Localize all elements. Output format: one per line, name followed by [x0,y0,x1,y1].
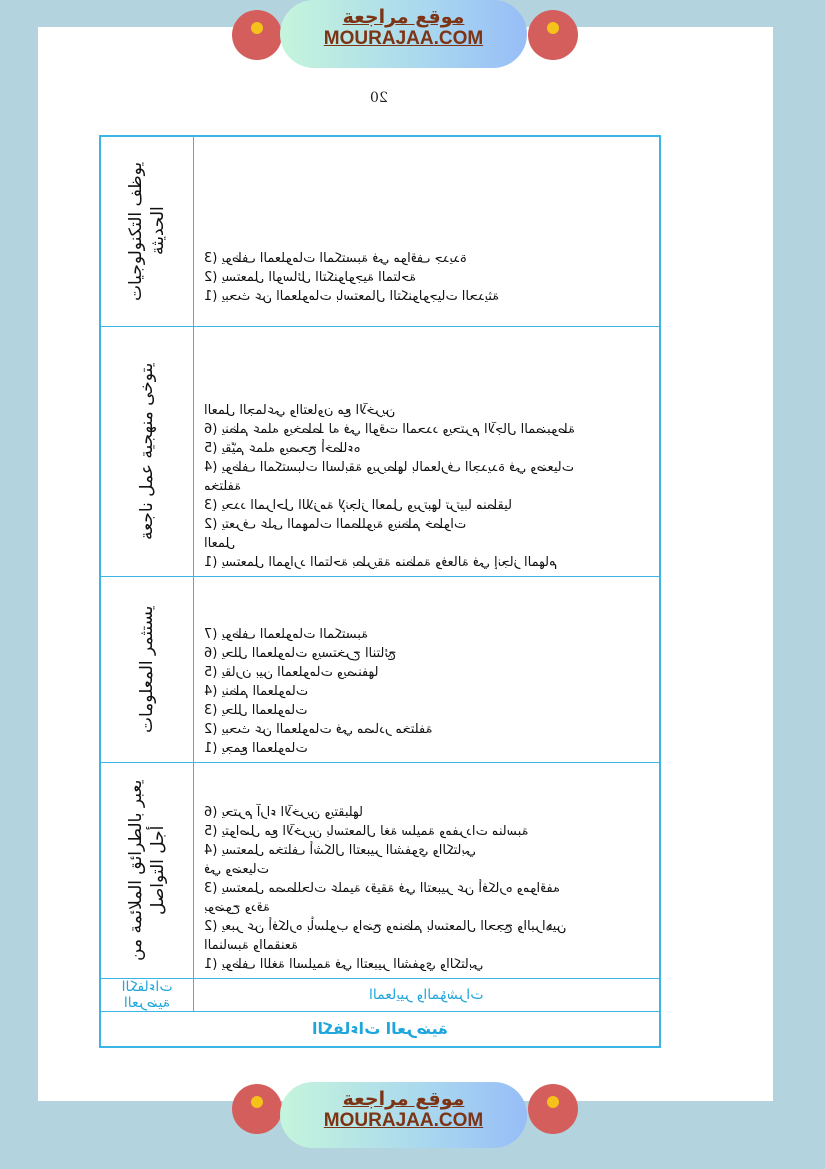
items-cell [194,326,661,576]
row-label-cell [100,136,194,326]
list-item: 1) يجمع المعلومات [204,740,308,756]
site-title-en[interactable]: MOURAJAA.COM [323,28,484,49]
table-row [100,978,660,1011]
list-item: 5) يقارن بين المعلومات ويصنفها [204,664,379,680]
row-label: يوظف التكنولوجيات الحديثة [126,161,168,301]
footer-center-cell [194,978,661,1011]
list-item: 1) يوظف اللغة السليمة في التعبير الشفوي والكتابي [204,956,484,972]
book-icon [251,22,263,34]
site-logo-left [232,1084,282,1134]
book-icon [547,22,559,34]
footer-banner [0,1082,825,1157]
site-logo-left [232,10,282,60]
list-item: مختلفة [204,478,242,494]
site-title-en[interactable]: MOURAJAA.COM [323,1110,484,1131]
book-icon [547,1096,559,1108]
items-cell [194,576,661,762]
row-label: يعبر بالطرائق الملائمة من أجل التواصل [126,779,168,961]
bottom-cell [100,1011,660,1047]
items-cell [194,762,661,978]
items-cell [194,136,661,326]
row-label: يستثمر المعلومات [137,605,157,733]
list-item: 6) يحلل المعلومات ويستخرج النتائج [204,645,397,661]
list-item: 4) يستعمل مختلف أشكال التعبير الشفوي والكتابي [204,842,476,858]
list-item: 3) يحلل المعلومات [204,702,308,718]
list-item: 3) يستعمل مصطلحات علمية دقيقة في التعبير عن أفكاره ومواقفه [204,880,560,896]
list-item: بوضوح ودقة [204,899,270,915]
list-item: المناسبة والمقنعة [204,937,298,953]
list-item: 6) يحترم آراء الآخرين ويتقبلها [204,804,363,820]
site-title-ar[interactable]: موقع مراجعة [342,1088,465,1110]
row-label-cell [100,576,194,762]
bottom-title: الكفاءات العرضية [312,1019,448,1038]
list-item: 6) ينظم عمله ويخطط له في الوقت المحدد ويحترم الآجال المضبوطة [204,421,575,437]
table-row [100,576,660,762]
list-item: 2) يعبر عن أفكاره بأسلوب واضح ومنظم باستعمال الحجج والبراهين [204,918,567,934]
list-item: العمل الجماعي والتعاون مع الآخرين [204,402,396,418]
site-link[interactable] [280,1082,527,1148]
list-item: 2) يبحث عن المعلومات في مصادر مختلفة [204,721,433,737]
site-logo-right [528,10,578,60]
table-row [100,762,660,978]
site-link[interactable] [280,0,527,68]
list-item: 5) يتواصل مع الآخرين باستعمال لغة سليمة ومفردات مناسبة [204,823,529,839]
site-title-ar[interactable]: موقع مراجعة [342,6,465,28]
competency-table [99,135,661,1048]
book-icon [251,1096,263,1108]
footer-left-cell [100,978,194,1011]
row-label-cell [100,326,194,576]
list-item: 2) يستعمل الوسائل التكنولوجية المتاحة [204,269,417,285]
row-label-cell [100,762,194,978]
list-item: 4) ينظم المعلومات [204,683,309,699]
footer-left-text: الكفاءات العرضية [121,978,173,1011]
header-banner [0,0,825,75]
list-item: العمل [204,535,236,551]
list-item: 1) يستعمل الموارد المتاحة بطريقة منظمة وفعالة في إنجاز المهام [204,554,558,570]
list-item: 5) يقيّم عمله ويصحح أخطاءه [204,440,361,456]
list-item: 2) يتعرف على المهمات المطلوبة وينظم خطوات [204,516,467,532]
list-item: 3) يوظف المعلومات المكتسبة في مواقف جديدة [204,250,467,266]
list-item: 7) يوظف المعلومات المكتسبة [204,626,369,642]
row-label: يتوخى منهجية عمل ناجعة [137,362,157,540]
site-logo-right [528,1084,578,1134]
list-item: 4) يوظف المكتسبات السابقة ويربطها بالمعارف الجديدة في وضعيات [204,459,574,475]
table-row [100,136,660,326]
list-item: 1) يبحث عن المعلومات باستعمال التكنولوجيات الحديثة [204,288,500,304]
page-number: 20 [370,90,388,106]
list-item: 3) يحدد المراحل اللازمة لإنجاز العمل ويرتبها ترتيبا منطقيا [204,497,512,513]
footer-center-text: المعايير والمؤشرات [369,986,484,1003]
list-item: في وضعيات [204,861,269,877]
table-row [100,326,660,576]
table-row [100,1011,660,1047]
